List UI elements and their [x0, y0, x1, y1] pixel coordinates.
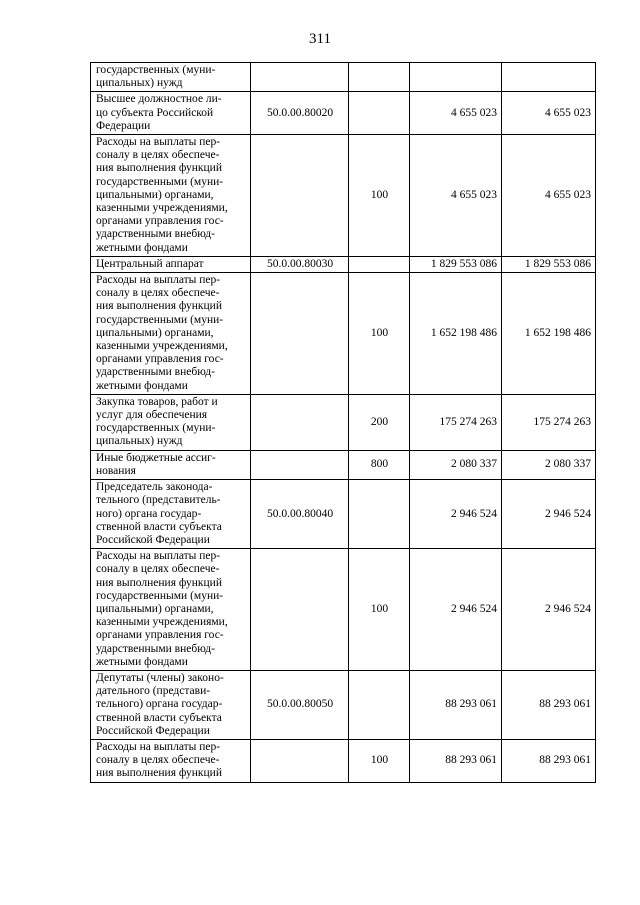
- target-code-cell: [251, 273, 349, 395]
- target-code-cell: 50.0.00.80040: [251, 480, 349, 549]
- target-code-cell: [251, 394, 349, 450]
- table-row: [91, 739, 596, 782]
- row-name-cell: Расходы на выплаты пер- соналу в целях обеспече- ния выполнения функций государственными (муни- ципальными) органами, казенными учреждениями, органами управления гос- ударственными внебюд- жетными фондами: [91, 135, 251, 257]
- amount-2-cell: 4 655 023: [502, 92, 596, 135]
- expense-type-cell: 800: [349, 450, 410, 479]
- amount-1-cell: [410, 63, 502, 92]
- expense-type-cell: [349, 480, 410, 549]
- expense-type-cell: 100: [349, 549, 410, 671]
- amount-2-cell: 2 946 524: [502, 549, 596, 671]
- amount-2-cell: 4 655 023: [502, 135, 596, 257]
- amount-2-cell: 88 293 061: [502, 670, 596, 739]
- row-name-cell: Расходы на выплаты пер- соналу в целях обеспече- ния выполнения функций государственными (муни- ципальными) органами, казенными учреждениями, органами управления гос- ударственными внебюд- жетными фондами: [91, 273, 251, 395]
- page-number: 311: [309, 31, 331, 47]
- table-row: [91, 92, 596, 135]
- amount-1-cell: 88 293 061: [410, 739, 502, 782]
- row-name-cell: Расходы на выплаты пер- соналу в целях обеспече- ния выполнения функций: [91, 739, 251, 782]
- table-row: [91, 135, 596, 257]
- row-name-cell: Центральный аппарат: [91, 256, 251, 272]
- amount-2-cell: 2 080 337: [502, 450, 596, 479]
- target-code-cell: [251, 739, 349, 782]
- table-row: [91, 450, 596, 479]
- table-row: [91, 394, 596, 450]
- table-row: [91, 480, 596, 549]
- table-row: [91, 549, 596, 671]
- expense-type-cell: [349, 63, 410, 92]
- table-row: [91, 273, 596, 395]
- row-name-cell: Иные бюджетные ассиг- нования: [91, 450, 251, 479]
- amount-1-cell: 88 293 061: [410, 670, 502, 739]
- amount-2-cell: [502, 63, 596, 92]
- amount-1-cell: 2 080 337: [410, 450, 502, 479]
- target-code-cell: [251, 549, 349, 671]
- amount-2-cell: 1 829 553 086: [502, 256, 596, 272]
- row-name-cell: Председатель законода- тельного (представитель- ного) органа государ- ственной власти субъекта Российской Федерации: [91, 480, 251, 549]
- expense-type-cell: 100: [349, 273, 410, 395]
- amount-2-cell: 88 293 061: [502, 739, 596, 782]
- amount-2-cell: 2 946 524: [502, 480, 596, 549]
- amount-2-cell: 175 274 263: [502, 394, 596, 450]
- amount-1-cell: 1 652 198 486: [410, 273, 502, 395]
- table-row: [91, 256, 596, 272]
- row-name-cell: Закупка товаров, работ и услуг для обеспечения государственных (муни- ципальных) нужд: [91, 394, 251, 450]
- amount-1-cell: 2 946 524: [410, 480, 502, 549]
- expense-type-cell: [349, 256, 410, 272]
- expense-type-cell: [349, 92, 410, 135]
- budget-table: [90, 62, 596, 783]
- row-name-cell: Расходы на выплаты пер- соналу в целях обеспече- ния выполнения функций государственными (муни- ципальными) органами, казенными учреждениями, органами управления гос- ударственными внебюд- жетными фондами: [91, 549, 251, 671]
- target-code-cell: [251, 450, 349, 479]
- amount-1-cell: 2 946 524: [410, 549, 502, 671]
- expense-type-cell: 100: [349, 739, 410, 782]
- expense-type-cell: 200: [349, 394, 410, 450]
- row-name-cell: Высшее должностное ли- цо субъекта Российской Федерации: [91, 92, 251, 135]
- amount-1-cell: 1 829 553 086: [410, 256, 502, 272]
- expense-type-cell: 100: [349, 135, 410, 257]
- target-code-cell: 50.0.00.80030: [251, 256, 349, 272]
- amount-1-cell: 175 274 263: [410, 394, 502, 450]
- row-name-cell: Депутаты (члены) законо- дательного (представи- тельного) органа государ- ственной власти субъекта Российской Федерации: [91, 670, 251, 739]
- amount-1-cell: 4 655 023: [410, 135, 502, 257]
- amount-2-cell: 1 652 198 486: [502, 273, 596, 395]
- target-code-cell: [251, 135, 349, 257]
- amount-1-cell: 4 655 023: [410, 92, 502, 135]
- target-code-cell: 50.0.00.80050: [251, 670, 349, 739]
- row-name-cell: государственных (муни- ципальных) нужд: [91, 63, 251, 92]
- target-code-cell: 50.0.00.80020: [251, 92, 349, 135]
- expense-type-cell: [349, 670, 410, 739]
- table-row: [91, 670, 596, 739]
- target-code-cell: [251, 63, 349, 92]
- table-row: [91, 63, 596, 92]
